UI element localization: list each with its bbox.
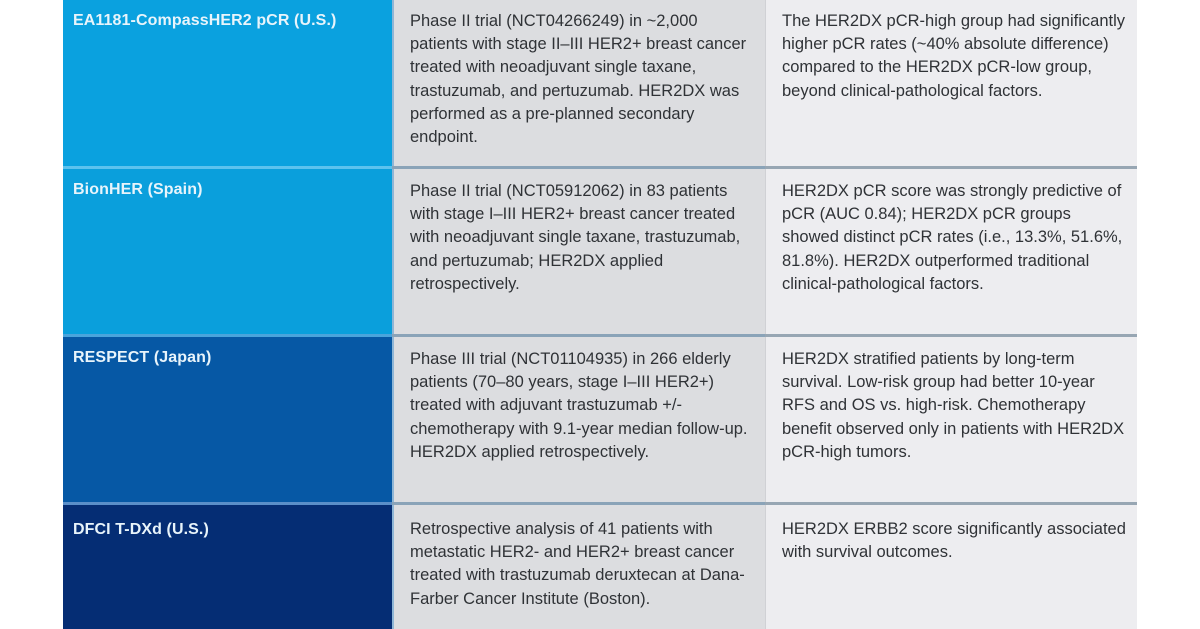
study-name-cell [63,0,392,166]
study-name-cell [63,505,392,629]
study-name-cell [63,337,392,502]
study-description: Phase II trial (NCT05912062) in 83 patients with stage I–III HER2+ breast cancer treated with neoadjuvant single taxane, trastuzumab, and pertuzumab; HER2DX applied retrospectively. [410,182,741,293]
study-result: HER2DX ERBB2 score significantly associated with survival outcomes. [782,520,1126,562]
study-table [63,0,1137,629]
study-description: Phase II trial (NCT04266249) in ~2,000 patients with stage II–III HER2+ breast cancer treated with neoadjuvant single taxane, trastuzumab, and pertuzumab. HER2DX was performed as a pre-planned secondary endpoint. [410,12,747,147]
study-result-cell [765,337,1137,502]
table-row [63,337,1137,502]
study-description-cell [392,0,765,166]
study-name: DFCI T-DXd (U.S.) [73,521,209,538]
study-name: BionHER (Spain) [73,181,203,198]
study-name: RESPECT (Japan) [73,349,212,366]
table-row [63,0,1137,166]
study-name: EA1181-CompassHER2 pCR (U.S.) [73,12,337,29]
study-description: Retrospective analysis of 41 patients with metastatic HER2- and HER2+ breast cancer treated with trastuzumab deruxtecan at Dana-Farber Cancer Institute (Boston). [410,520,745,608]
table-row [63,505,1137,629]
study-description-cell [392,337,765,502]
study-name-cell [63,169,392,334]
study-result-cell [765,505,1137,629]
study-description-cell [392,169,765,334]
table-row [63,169,1137,334]
study-result: HER2DX stratified patients by long-term survival. Low-risk group had better 10-year RFS and OS vs. high-risk. Chemotherapy benefit observed only in patients with HER2DX pCR-high tumors. [782,350,1125,461]
study-description-cell [392,505,765,629]
study-result: The HER2DX pCR-high group had significantly higher pCR rates (~40% absolute difference) compared to the HER2DX pCR-low group, beyond clinical-pathological factors. [782,12,1126,100]
study-description: Phase III trial (NCT01104935) in 266 elderly patients (70–80 years, stage I–III HER2+) treated with adjuvant trastuzumab +/- chemotherapy with 9.1-year median follow-up. HER2DX applied retrospectively. [410,350,748,461]
study-result-cell [765,0,1137,166]
study-result: HER2DX pCR score was strongly predictive of pCR (AUC 0.84); HER2DX pCR groups showed distinct pCR rates (i.e., 13.3%, 51.6%, 81.8%). HER2DX outperformed traditional clinical-pathological factors. [782,182,1123,293]
study-result-cell [765,169,1137,334]
